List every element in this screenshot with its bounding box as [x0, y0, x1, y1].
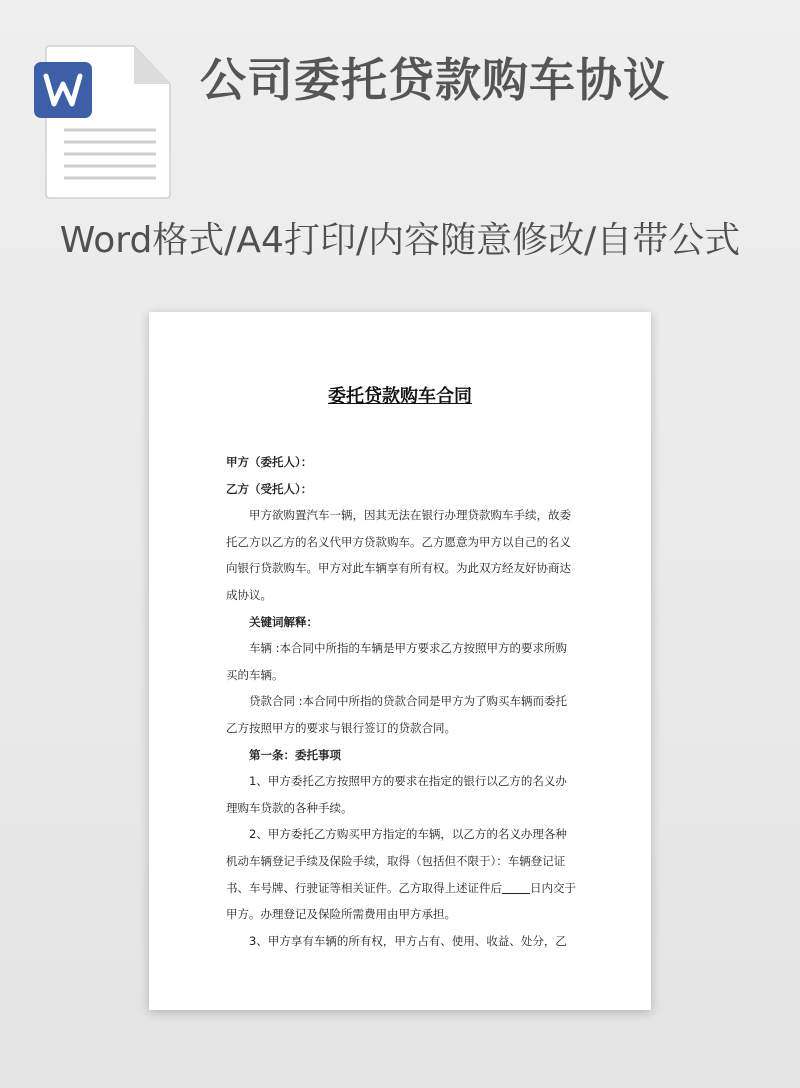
- fill-in-blank: [502, 880, 530, 894]
- item-3: 3、甲方享有车辆的所有权，甲方占有、使用、收益、处分，乙: [249, 933, 567, 948]
- page-title: 公司委托贷款购车协议: [200, 53, 670, 107]
- item-1: 1、甲方委托乙方按照甲方的要求在指定的银行以乙方的名义办理购车贷款的各种手续。: [226, 774, 567, 815]
- intro-paragraph: 甲方欲购置汽车一辆，因其无法在银行办理贷款购车手续，故委托乙方以乙方的名义代甲方贷款购车。乙方愿意为甲方以自己的名义向银行贷款购车。甲方对此车辆享有所有权。为此双方经友好协商达成协议。: [226, 508, 571, 602]
- item-2: [226, 821, 576, 927]
- item-2-text-a: 2、甲方委托乙方购买甲方指定的车辆，以乙方的名义办理各种机动车辆登记手续及保险手续，取得（包括但不限于）：车辆登记证书、车号牌、行驶证等相关证件。乙方取得上述证件后: [226, 827, 567, 895]
- party-b: 乙方（受托人）：: [226, 481, 313, 496]
- item-2-text-b: 日内交于甲方。办理登记及保险所需费用由甲方承担。: [226, 880, 576, 922]
- document-body: [226, 449, 576, 954]
- keyword-vehicle: 车辆 :本合同中所指的车辆是甲方要求乙方按照甲方的要求所购买的车辆。: [226, 641, 568, 682]
- subtitle: Word格式/A4打印/内容随意修改/自带公式: [59, 220, 741, 261]
- document-title: 委托贷款购车合同: [328, 386, 472, 407]
- article-1-heading: 第一条：委托事项: [249, 747, 341, 762]
- document-preview: [149, 312, 651, 1010]
- keywords-heading: 关键词解释：: [249, 614, 318, 629]
- keyword-loan: 贷款合同 :本合同中所指的贷款合同是甲方为了购买车辆而委托乙方按照甲方的要求与银行签订的贷款合同。: [226, 694, 568, 735]
- party-a: 甲方（委托人）：: [226, 455, 313, 469]
- word-document-icon: [34, 44, 174, 200]
